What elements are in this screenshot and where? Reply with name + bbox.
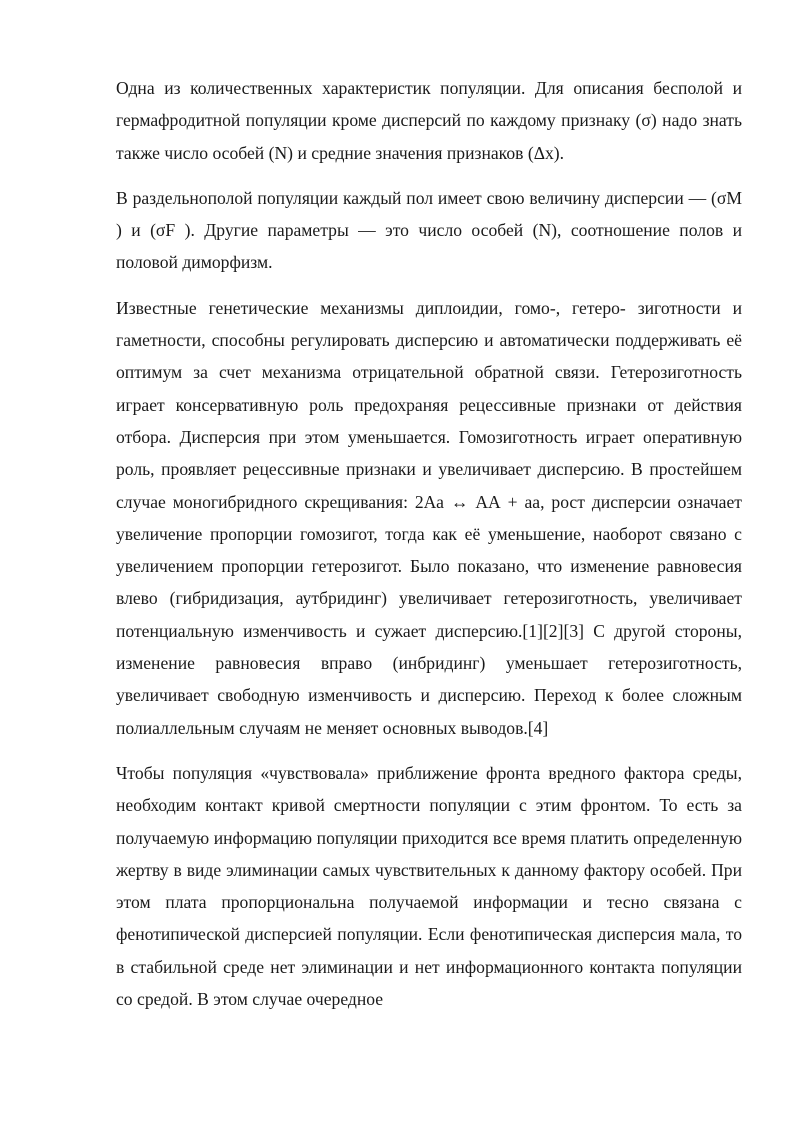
paragraph-population-characteristics: Одна из количественных характеристик популяции. Для описания бесполой и гермафродитной популяции кроме дисперсий по каждому признаку (σ) надо знать также число особей (N) и средние значения признаков (Δx). [116, 78, 742, 163]
paragraph-genetic-mechanisms: Известные генетические механизмы диплоидии, гомо-, гетеро- зиготности и гаметности, способны регулировать дисперсию и автоматически поддерживать её оптимум за счет механизма отрицательной обратной связи. Гетерозиготность играет консервативную роль предохраняя рецессивные признаки от действия отбора. Дисперсия при этом уменьшается. Гомозиготность играет оперативную роль, проявляет рецессивные признаки и увеличивает дисперсию. В простейшем случае моногибридного скрещивания: 2Аа ↔ АА + аа, рост дисперсии означает увеличение пропорции гомозигот, тогда как её уменьшение, наоборот связано с увеличением пропорции гетерозигот. Было показано, что изменение равновесия влево (гибридизация, аутбридинг) увеличивает гетерозиготность, увеличивает потенциальную изменчивость и сужает дисперсию.[1][2][3] С другой стороны, изменение равновесия вправо (инбридинг) уменьшает гетерозиготность, увеличивает свободную изменчивость и дисперсию. Переход к более сложным полиаллельным случаям не меняет основных выводов.[4] [116, 297, 742, 738]
paragraph-information-contact: Чтобы популяция «чувствовала» приближение фронта вредного фактора среды, необходим контакт кривой смертности популяции с этим фронтом. То есть за получаемую информацию популяции приходится все время платить определенную жертву в виде элиминации самых чувствительных к данному фактору особей. При этом плата пропорциональна получаемой информации и тесно связана с фенотипической дисперсией популяции. Если фенотипическая дисперсия мала, то в стабильной среде нет элиминации и нет информационного контакта популяции со средой. В этом случае очередное [116, 762, 742, 1010]
paragraph-dioecious-population: В раздельнополой популяции каждый пол имеет свою величину дисперсии — (σM ) и (σF ). Другие параметры — это число особей (N), соотношение полов и половой диморфизм. [116, 187, 742, 273]
